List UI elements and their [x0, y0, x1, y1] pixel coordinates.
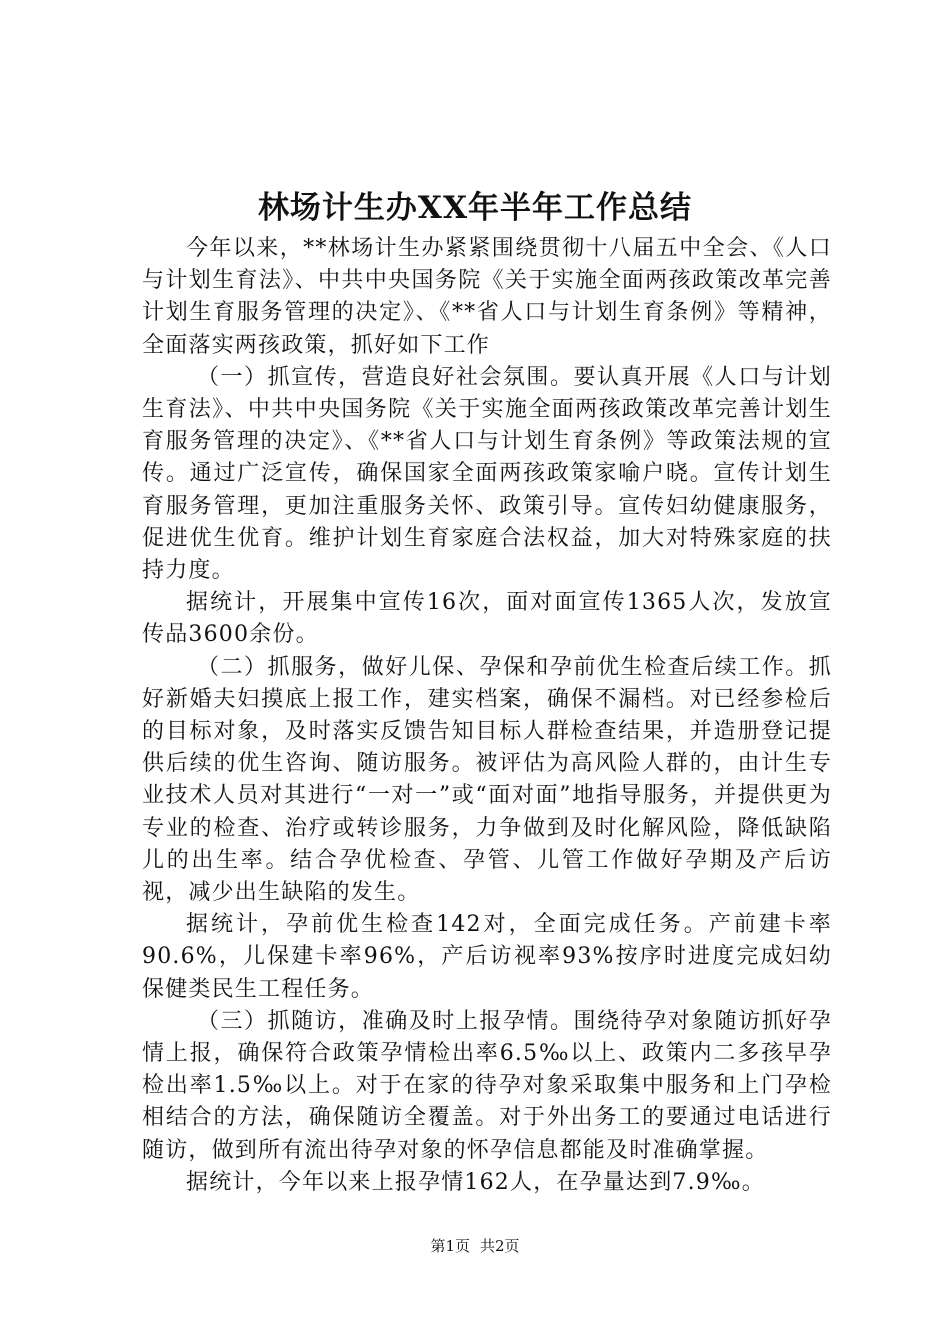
paragraph-stats-1: 据统计，开展集中宣传16次，面对面宣传1365人次，发放宣传品3600余份。	[142, 590, 832, 648]
document-body	[142, 233, 832, 1199]
paragraph-intro: 今年以来，**林场计生办紧紧围绕贯彻十八届五中全会、《人口与计划生育法》、中共中央国务院《关于实施全面两孩政策改革完善计划生育服务管理的决定》、《**省人口与计划生育条例》等精神，全面落实两孩政策，抓好如下工作	[142, 236, 832, 358]
document-title: 林场计生办XX年半年工作总结	[257, 190, 693, 226]
paragraph-stats-3: 据统计，今年以来上报孕情162人，在孕量达到7.9‰。	[186, 1169, 765, 1195]
page-number-total: 共2页	[480, 1237, 520, 1255]
page-footer	[0, 1236, 950, 1256]
page-number-current: 第1页	[430, 1237, 470, 1255]
paragraph-stats-2: 据统计，孕前优生检查142对，全面完成任务。产前建卡率90.6%，儿保建卡率96%，产后访视率93%按序时进度完成妇幼保健类民生工程任务。	[142, 912, 832, 1002]
paragraph-section-2: （二）抓服务，做好儿保、孕保和孕前优生检查后续工作。抓好新婚夫妇摸底上报工作，建实档案，确保不漏档。对已经参检后的目标对象，及时落实反馈告知目标人群检查结果，并造册登记提供后续的优生咨询、随访服务。被评估为高风险人群的，由计生专业技术人员对其进行“一对一”或“面对面”地指导服务，并提供更为专业的检查、治疗或转诊服务，力争做到及时化解风险，降低缺陷儿的出生率。结合孕优检查、孕管、儿管工作做好孕期及产后访视，减少出生缺陷的发生。	[142, 654, 832, 906]
paragraph-section-1: （一）抓宣传，营造良好社会氛围。要认真开展《人口与计划生育法》、中共中央国务院《关于实施全面两孩政策改革完善计划生育服务管理的决定》、《**省人口与计划生育条例》等政策法规的宣传。通过广泛宣传，确保国家全面两孩政策家喻户晓。宣传计划生育服务管理，更加注重服务关怀、政策引导。宣传妇幼健康服务，促进优生优育。维护计划生育家庭合法权益，加大对特殊家庭的扶持力度。	[142, 364, 832, 584]
paragraph-section-3: （三）抓随访，准确及时上报孕情。围绕待孕对象随访抓好孕情上报，确保符合政策孕情检出率6.5‰以上、政策内二多孩早孕检出率1.5‰以上。对于在家的待孕对象采取集中服务和上门孕检相结合的方法，确保随访全覆盖。对于外出务工的要通过电话进行随访，做到所有流出待孕对象的怀孕信息都能及时准确掌握。	[142, 1008, 832, 1163]
